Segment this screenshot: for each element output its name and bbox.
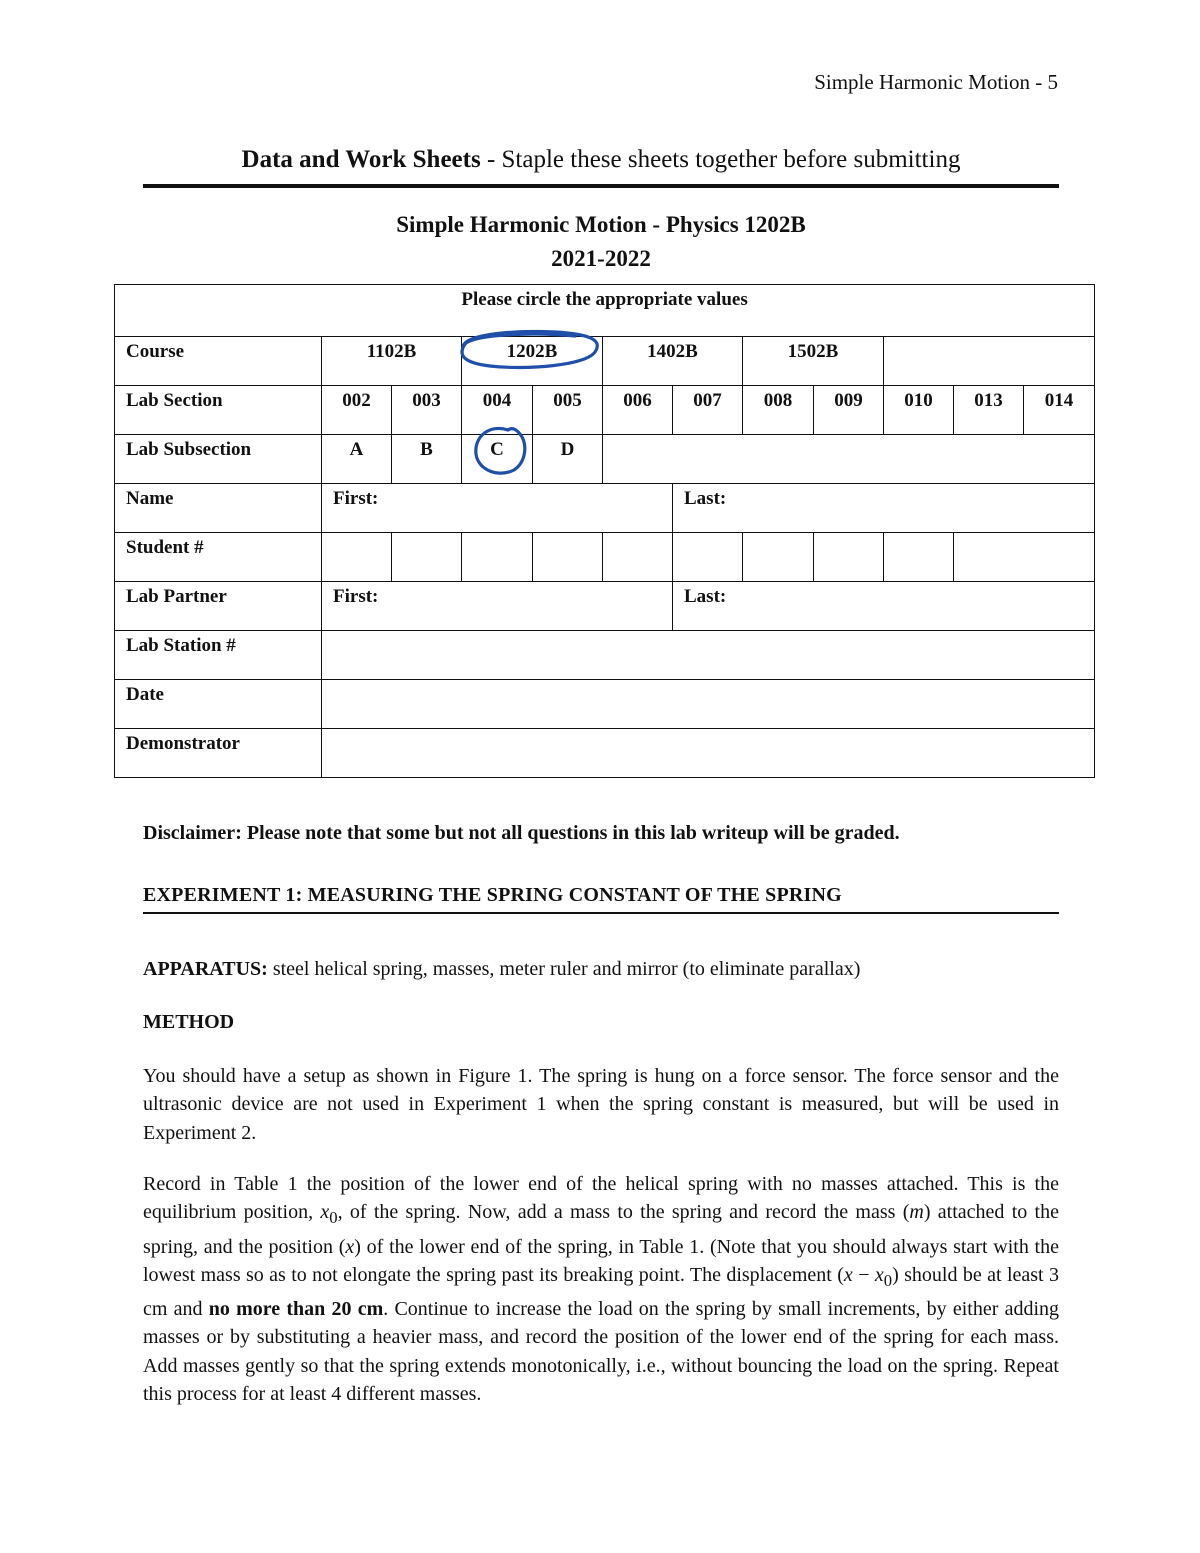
lab-subsection-label: Lab Subsection — [115, 435, 322, 484]
subsection-empty-cell — [603, 435, 1095, 484]
partner-last-field[interactable]: Last: — [673, 582, 1095, 631]
title-rule — [143, 184, 1059, 188]
section-option[interactable]: 005 — [533, 386, 603, 435]
math-var-x: x — [874, 1263, 884, 1286]
date-field[interactable] — [322, 680, 1095, 729]
name-last-field[interactable]: Last: — [673, 484, 1095, 533]
course-option-1202b[interactable]: 1202B — [462, 337, 603, 386]
sheet-title-rest: - Staple these sheets together before submitting — [480, 146, 961, 173]
course-option-1402b[interactable]: 1402B — [603, 337, 743, 386]
math-subscript: 0 — [883, 1270, 893, 1290]
demonstrator-label: Demonstrator — [115, 729, 322, 778]
section-option[interactable]: 003 — [392, 386, 462, 435]
name-first-field[interactable]: First: — [322, 484, 673, 533]
subsection-option-d[interactable]: D — [533, 435, 603, 484]
procedure-text: . Continue to increase the load on the spring by small increments, by either adding masses or by substituting a heavier mass, and record the position of the lower end of the spring for each mass. Add masses gently so that the spring extends monotonically, i.e., without bouncing the load on the spring. Repeat this process for at least 4 different masses. — [143, 1298, 1060, 1406]
method-heading: METHOD — [143, 1011, 235, 1033]
subsection-option-a[interactable]: A — [322, 435, 392, 484]
student-digit-box[interactable] — [392, 533, 462, 582]
student-digit-box[interactable] — [462, 533, 533, 582]
procedure-text: Record in Table 1 the position of the lower end of the helical spring with no masses attached. This is the equilibrium position, — [143, 1173, 1059, 1224]
math-var-x: x — [320, 1201, 330, 1224]
demonstrator-field[interactable] — [322, 729, 1095, 778]
lab-section-label: Lab Section — [115, 386, 322, 435]
student-digit-box[interactable] — [954, 533, 1095, 582]
form-title: Simple Harmonic Motion - Physics 1202B — [396, 212, 806, 237]
course-empty-cell — [884, 337, 1095, 386]
apparatus-text: steel helical spring, masses, meter ruler and mirror (to eliminate parallax) — [267, 958, 861, 980]
sheet-title-bold: Data and Work Sheets — [241, 146, 481, 173]
student-digit-box[interactable] — [322, 533, 392, 582]
paragraph-procedure — [143, 1170, 1059, 1408]
course-option-1502b[interactable]: 1502B — [743, 337, 884, 386]
procedure-text: ) of the lower end of the spring, in Table 1. (Note that you should always start with the lowest mass so as to not elongate the spring past its breaking point. The displacement ( — [143, 1235, 1059, 1286]
math-minus: − — [852, 1263, 875, 1286]
student-digit-box[interactable] — [884, 533, 954, 582]
math-var-x: x — [843, 1263, 853, 1286]
subsection-option-b[interactable]: B — [392, 435, 462, 484]
partner-first-field[interactable]: First: — [322, 582, 673, 631]
section-option[interactable]: 002 — [322, 386, 392, 435]
experiment-rule — [143, 912, 1059, 914]
section-option[interactable]: 004 — [462, 386, 533, 435]
section-option[interactable]: 013 — [954, 386, 1024, 435]
math-var-x: x — [345, 1235, 355, 1258]
lab-station-label: Lab Station # — [115, 631, 322, 680]
student-digit-box[interactable] — [533, 533, 603, 582]
procedure-text: ) should be at least 3 cm and — [143, 1263, 1060, 1321]
section-option[interactable]: 014 — [1024, 386, 1095, 435]
course-option-1102b[interactable]: 1102B — [322, 337, 462, 386]
experiment-heading: EXPERIMENT 1: MEASURING THE SPRING CONSTANT OF THE SPRING — [143, 884, 842, 906]
procedure-emphasis: no more than 20 cm — [208, 1298, 384, 1321]
apparatus-label: APPARATUS: — [143, 958, 268, 980]
sheet-title — [143, 146, 1059, 174]
lab-station-field[interactable] — [322, 631, 1095, 680]
section-option[interactable]: 009 — [814, 386, 884, 435]
procedure-text: , of the spring. Now, add a mass to the spring and record the mass ( — [337, 1201, 910, 1224]
registration-form-table — [114, 284, 1095, 778]
student-digit-box[interactable] — [603, 533, 673, 582]
paragraph-setup: You should have a setup as shown in Figure 1. The spring is hung on a force sensor. The force sensor and the ultrasonic device are not used in Experiment 1 when the spring constant is measured, but will be used in Experiment 2. — [143, 1065, 1059, 1144]
page-header: Simple Harmonic Motion - 5 — [814, 70, 1058, 94]
lab-partner-label: Lab Partner — [115, 582, 322, 631]
math-subscript: 0 — [329, 1208, 338, 1228]
procedure-text: ) attached to the spring, and the position ( — [143, 1201, 1059, 1258]
section-option[interactable]: 010 — [884, 386, 954, 435]
section-option[interactable]: 007 — [673, 386, 743, 435]
name-label: Name — [115, 484, 322, 533]
form-year: 2021-2022 — [551, 246, 651, 271]
course-label: Course — [115, 337, 322, 386]
subsection-option-c[interactable]: C — [462, 435, 533, 484]
form-instruction: Please circle the appropriate values — [115, 285, 1095, 337]
student-digit-box[interactable] — [814, 533, 884, 582]
apparatus-line — [143, 958, 860, 981]
section-option[interactable]: 006 — [603, 386, 673, 435]
section-option[interactable]: 008 — [743, 386, 814, 435]
student-digit-box[interactable] — [673, 533, 743, 582]
student-number-label: Student # — [115, 533, 322, 582]
student-digit-box[interactable] — [743, 533, 814, 582]
math-var-m: m — [909, 1201, 924, 1224]
disclaimer: Disclaimer: Please note that some but not all questions in this lab writeup will be graded. — [143, 822, 900, 844]
date-label: Date — [115, 680, 322, 729]
